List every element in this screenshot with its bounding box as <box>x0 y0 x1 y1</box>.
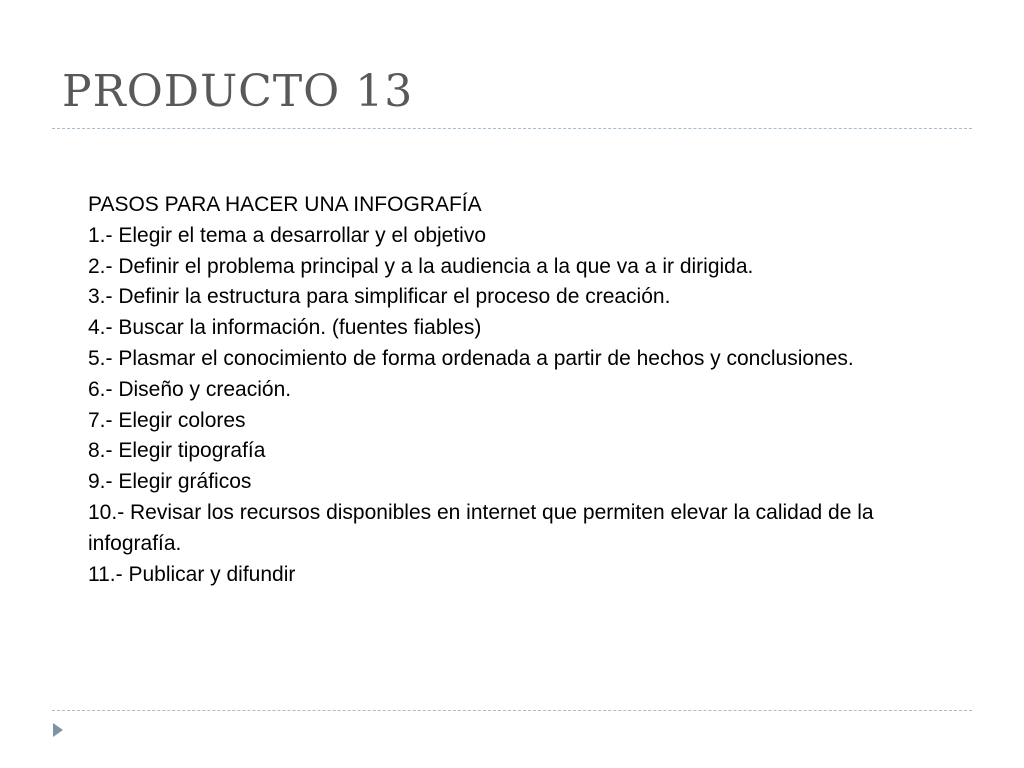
body-heading: PASOS PARA HACER UNA INFOGRAFÍA <box>88 193 482 216</box>
step-6: 6.- Diseño y creación. <box>88 377 292 401</box>
footer-divider <box>52 710 972 711</box>
step-5: 5.- Plasmar el conocimiento de forma ordenada a partir de hechos y conclusiones. <box>88 346 854 370</box>
step-11: 11.- Publicar y difundir <box>88 562 296 586</box>
slide-body <box>88 190 878 590</box>
step-1: 1.- Elegir el tema a desarrollar y el objetivo <box>88 223 487 247</box>
step-9: 9.- Elegir gráficos <box>88 470 252 494</box>
slide-title: PRODUCTO 13 <box>62 66 414 117</box>
step-8: 8.- Elegir tipografía <box>88 439 266 463</box>
step-3: 3.- Definir la estructura para simplificar el proceso de creación. <box>88 285 671 309</box>
triangle-bullet-icon <box>52 722 64 738</box>
title-divider <box>52 128 972 129</box>
step-10: 10.- Revisar los recursos disponibles en internet que permiten elevar la calidad de la infografía. <box>88 500 874 555</box>
step-2: 2.- Definir el problema principal y a la audiencia a la que va a ir dirigida. <box>88 254 754 278</box>
step-7: 7.- Elegir colores <box>88 408 246 432</box>
step-4: 4.- Buscar la información. (fuentes fiables) <box>88 316 482 340</box>
